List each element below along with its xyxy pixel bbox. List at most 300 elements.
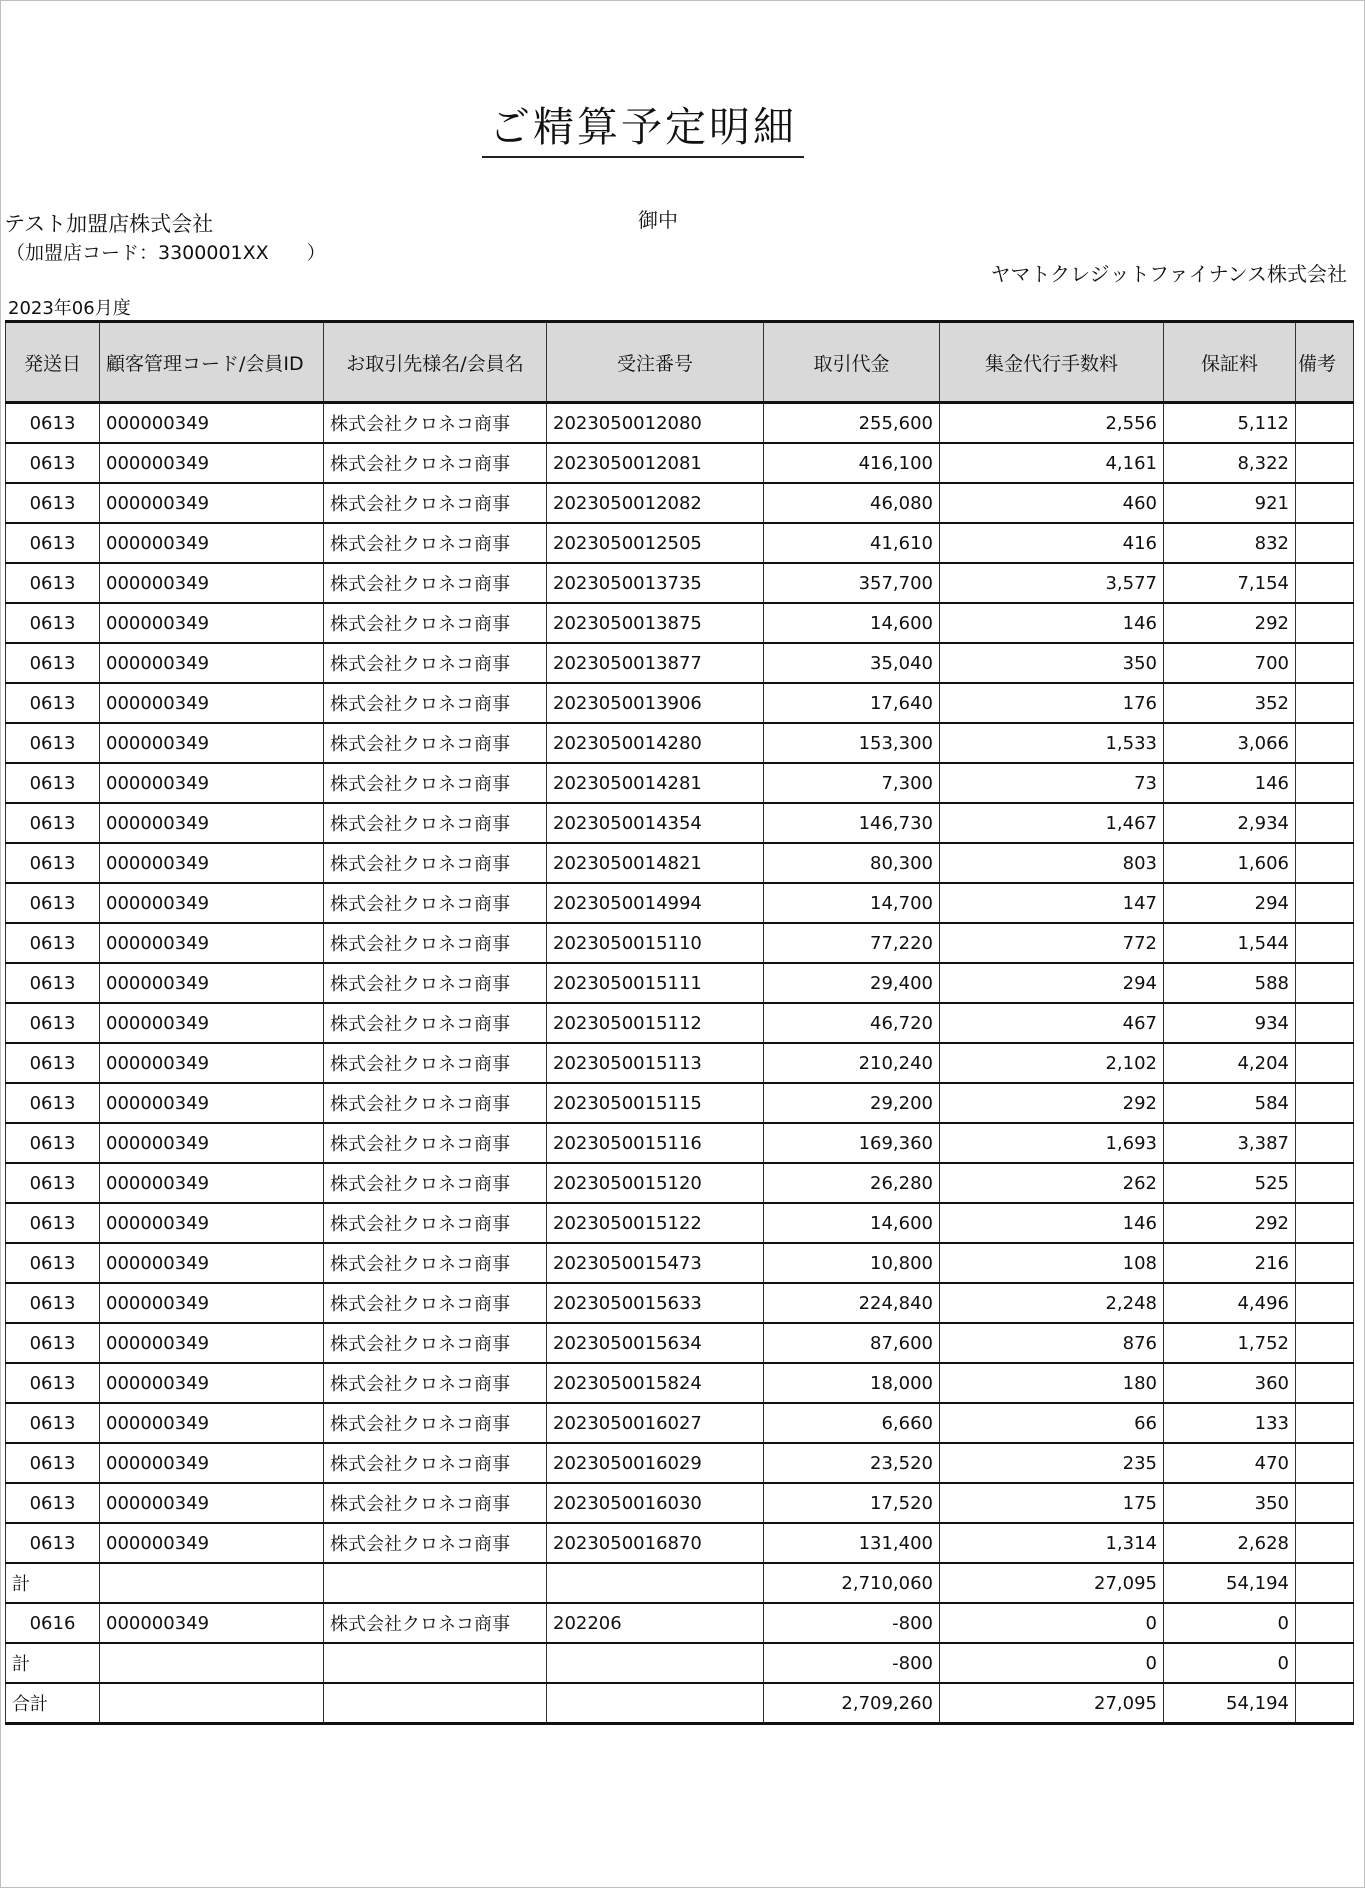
fee-cell: 294	[940, 963, 1164, 1003]
customer-name-cell: 株式会社クロネコ商事	[324, 1203, 547, 1243]
fee-cell: 2,248	[940, 1283, 1164, 1323]
guarantee-cell: 3,066	[1164, 723, 1296, 763]
remarks-cell	[1296, 1363, 1354, 1403]
order-number-cell: 2023050015116	[547, 1123, 764, 1163]
ship-date-cell: 0613	[6, 403, 100, 444]
customer-code-cell: 000000349	[100, 763, 324, 803]
col-guarantee: 保証料	[1164, 322, 1296, 403]
table-row	[6, 1043, 1354, 1083]
ship-date-cell: 0613	[6, 683, 100, 723]
order-number-cell: 2023050015115	[547, 1083, 764, 1123]
customer-code-cell: 000000349	[100, 843, 324, 883]
amount-cell: 131,400	[764, 1523, 940, 1563]
table-row	[6, 923, 1354, 963]
amount-cell: 23,520	[764, 1443, 940, 1483]
ship-date-cell: 0613	[6, 483, 100, 523]
customer-name-cell: 株式会社クロネコ商事	[324, 523, 547, 563]
table-row	[6, 1563, 1354, 1603]
customer-code-cell: 000000349	[100, 1363, 324, 1403]
guarantee-cell: 934	[1164, 1003, 1296, 1043]
customer-name-cell: 株式会社クロネコ商事	[324, 1403, 547, 1443]
guarantee-cell: 921	[1164, 483, 1296, 523]
customer-name-cell: 株式会社クロネコ商事	[324, 1003, 547, 1043]
remarks-cell	[1296, 1323, 1354, 1363]
customer-name-cell: 株式会社クロネコ商事	[324, 1123, 547, 1163]
remarks-cell	[1296, 683, 1354, 723]
order-number-cell: 2023050015122	[547, 1203, 764, 1243]
remarks-cell	[1296, 1523, 1354, 1563]
customer-name-cell: 株式会社クロネコ商事	[324, 563, 547, 603]
fee-cell: 180	[940, 1363, 1164, 1403]
amount-cell: 80,300	[764, 843, 940, 883]
customer-code-cell: 000000349	[100, 523, 324, 563]
customer-code-cell: 000000349	[100, 643, 324, 683]
fee-cell: 176	[940, 683, 1164, 723]
guarantee-cell: 7,154	[1164, 563, 1296, 603]
fee-cell: 146	[940, 603, 1164, 643]
remarks-cell	[1296, 643, 1354, 683]
table-row	[6, 1323, 1354, 1363]
guarantee-cell: 1,606	[1164, 843, 1296, 883]
amount-cell: 35,040	[764, 643, 940, 683]
table-row	[6, 1003, 1354, 1043]
table-row	[6, 1443, 1354, 1483]
amount-cell: 77,220	[764, 923, 940, 963]
guarantee-cell: 54,194	[1164, 1563, 1296, 1603]
customer-code-cell: 000000349	[100, 1523, 324, 1563]
table-header	[6, 322, 1354, 403]
fee-cell: 73	[940, 763, 1164, 803]
billing-period: 2023年06月度	[8, 298, 131, 319]
table-row	[6, 1523, 1354, 1563]
customer-name-cell: 株式会社クロネコ商事	[324, 443, 547, 483]
customer-code-cell: 000000349	[100, 1603, 324, 1643]
table-row	[6, 723, 1354, 763]
fee-cell: 292	[940, 1083, 1164, 1123]
guarantee-cell: 0	[1164, 1643, 1296, 1683]
guarantee-cell: 0	[1164, 1603, 1296, 1643]
amount-cell: -800	[764, 1603, 940, 1643]
ship-date-cell: 0613	[6, 1283, 100, 1323]
customer-name-cell: 株式会社クロネコ商事	[324, 1363, 547, 1403]
remarks-cell	[1296, 1163, 1354, 1203]
fee-cell: 2,556	[940, 403, 1164, 444]
fee-cell: 0	[940, 1643, 1164, 1683]
customer-name-cell: 株式会社クロネコ商事	[324, 683, 547, 723]
amount-cell: 29,200	[764, 1083, 940, 1123]
fee-cell: 1,533	[940, 723, 1164, 763]
ship-date-cell: 0613	[6, 723, 100, 763]
ship-date-cell: 0613	[6, 563, 100, 603]
table-row	[6, 1483, 1354, 1523]
guarantee-cell: 5,112	[1164, 403, 1296, 444]
table-row	[6, 1283, 1354, 1323]
guarantee-cell: 700	[1164, 643, 1296, 683]
remarks-cell	[1296, 1683, 1354, 1724]
table-row	[6, 1203, 1354, 1243]
merchant-code: （加盟店コード：3300001XX ）	[6, 242, 326, 264]
customer-name-cell: 株式会社クロネコ商事	[324, 403, 547, 444]
remarks-cell	[1296, 603, 1354, 643]
customer-name-cell: 株式会社クロネコ商事	[324, 1083, 547, 1123]
amount-cell: 18,000	[764, 1363, 940, 1403]
fee-cell: 146	[940, 1203, 1164, 1243]
amount-cell: 29,400	[764, 963, 940, 1003]
customer-code-cell: 000000349	[100, 563, 324, 603]
remarks-cell	[1296, 1083, 1354, 1123]
issuer-company: ヤマトクレジットファイナンス株式会社	[990, 262, 1347, 286]
fee-cell: 3,577	[940, 563, 1164, 603]
fee-cell: 350	[940, 643, 1164, 683]
table-row	[6, 1123, 1354, 1163]
guarantee-cell: 8,322	[1164, 443, 1296, 483]
order-number-cell: 2023050015634	[547, 1323, 764, 1363]
guarantee-cell: 292	[1164, 1203, 1296, 1243]
order-number-cell	[547, 1643, 764, 1683]
fee-cell: 108	[940, 1243, 1164, 1283]
table-row	[6, 1363, 1354, 1403]
customer-code-cell: 000000349	[100, 1483, 324, 1523]
ship-date-cell: 0613	[6, 1323, 100, 1363]
remarks-cell	[1296, 1123, 1354, 1163]
ship-date-cell: 0613	[6, 1443, 100, 1483]
ship-date-cell: 計	[6, 1563, 100, 1603]
customer-name-cell: 株式会社クロネコ商事	[324, 843, 547, 883]
remarks-cell	[1296, 843, 1354, 883]
customer-code-cell: 000000349	[100, 1043, 324, 1083]
customer-code-cell: 000000349	[100, 683, 324, 723]
table-row	[6, 843, 1354, 883]
remarks-cell	[1296, 723, 1354, 763]
fee-cell: 2,102	[940, 1043, 1164, 1083]
guarantee-cell: 352	[1164, 683, 1296, 723]
fee-cell: 235	[940, 1443, 1164, 1483]
guarantee-cell: 350	[1164, 1483, 1296, 1523]
customer-code-cell: 000000349	[100, 1203, 324, 1243]
customer-name-cell: 株式会社クロネコ商事	[324, 1163, 547, 1203]
amount-cell: 210,240	[764, 1043, 940, 1083]
customer-name-cell: 株式会社クロネコ商事	[324, 1483, 547, 1523]
col-ship-date: 発送日	[6, 322, 100, 403]
customer-name-cell: 株式会社クロネコ商事	[324, 483, 547, 523]
order-number-cell: 2023050013906	[547, 683, 764, 723]
fee-cell: 1,314	[940, 1523, 1164, 1563]
fee-cell: 1,693	[940, 1123, 1164, 1163]
remarks-cell	[1296, 1403, 1354, 1443]
guarantee-cell: 2,628	[1164, 1523, 1296, 1563]
order-number-cell: 2023050012505	[547, 523, 764, 563]
guarantee-cell: 360	[1164, 1363, 1296, 1403]
fee-cell: 876	[940, 1323, 1164, 1363]
amount-cell: 224,840	[764, 1283, 940, 1323]
customer-name-cell: 株式会社クロネコ商事	[324, 923, 547, 963]
ship-date-cell: 0613	[6, 923, 100, 963]
ship-date-cell: 0613	[6, 1483, 100, 1523]
table-row	[6, 1603, 1354, 1643]
order-number-cell: 2023050012082	[547, 483, 764, 523]
ship-date-cell: 0613	[6, 1523, 100, 1563]
order-number-cell: 2023050014281	[547, 763, 764, 803]
customer-name-cell: 株式会社クロネコ商事	[324, 763, 547, 803]
amount-cell: 14,700	[764, 883, 940, 923]
ship-date-cell: 0613	[6, 643, 100, 683]
ship-date-cell: 0613	[6, 1123, 100, 1163]
table-row	[6, 403, 1354, 444]
fee-cell: 175	[940, 1483, 1164, 1523]
table-row	[6, 963, 1354, 1003]
table-row	[6, 803, 1354, 843]
fee-cell: 27,095	[940, 1683, 1164, 1724]
customer-code-cell: 000000349	[100, 923, 324, 963]
order-number-cell: 2023050012080	[547, 403, 764, 444]
table-row	[6, 1243, 1354, 1283]
guarantee-cell: 216	[1164, 1243, 1296, 1283]
remarks-cell	[1296, 1203, 1354, 1243]
amount-cell: 153,300	[764, 723, 940, 763]
customer-code-cell	[100, 1643, 324, 1683]
customer-code-cell: 000000349	[100, 803, 324, 843]
remarks-cell	[1296, 1483, 1354, 1523]
amount-cell: 2,709,260	[764, 1683, 940, 1724]
guarantee-cell: 1,544	[1164, 923, 1296, 963]
amount-cell: 46,080	[764, 483, 940, 523]
amount-cell: 146,730	[764, 803, 940, 843]
order-number-cell: 2023050015112	[547, 1003, 764, 1043]
customer-name-cell: 株式会社クロネコ商事	[324, 1243, 547, 1283]
guarantee-cell: 294	[1164, 883, 1296, 923]
guarantee-cell: 588	[1164, 963, 1296, 1003]
remarks-cell	[1296, 883, 1354, 923]
customer-code-cell: 000000349	[100, 1123, 324, 1163]
amount-cell: 14,600	[764, 1203, 940, 1243]
remarks-cell	[1296, 483, 1354, 523]
order-number-cell: 202206	[547, 1603, 764, 1643]
order-number-cell: 2023050015110	[547, 923, 764, 963]
amount-cell: 7,300	[764, 763, 940, 803]
customer-code-cell: 000000349	[100, 883, 324, 923]
order-number-cell: 2023050013875	[547, 603, 764, 643]
amount-cell: 26,280	[764, 1163, 940, 1203]
ship-date-cell: 0613	[6, 1363, 100, 1403]
remarks-cell	[1296, 1603, 1354, 1643]
guarantee-cell: 54,194	[1164, 1683, 1296, 1724]
order-number-cell: 2023050012081	[547, 443, 764, 483]
remarks-cell	[1296, 1283, 1354, 1323]
amount-cell: 6,660	[764, 1403, 940, 1443]
col-customer-name: お取引先様名/会員名	[324, 322, 547, 403]
table-row	[6, 1683, 1354, 1724]
customer-code-cell: 000000349	[100, 1403, 324, 1443]
customer-code-cell	[100, 1563, 324, 1603]
col-remarks: 備考	[1296, 322, 1354, 403]
order-number-cell: 2023050013877	[547, 643, 764, 683]
order-number-cell: 2023050015824	[547, 1363, 764, 1403]
fee-cell: 27,095	[940, 1563, 1164, 1603]
order-number-cell: 2023050015120	[547, 1163, 764, 1203]
customer-code-cell: 000000349	[100, 1003, 324, 1043]
fee-cell: 66	[940, 1403, 1164, 1443]
customer-code-cell: 000000349	[100, 963, 324, 1003]
document-title: ご精算予定明細	[482, 98, 804, 158]
table-row	[6, 643, 1354, 683]
ship-date-cell: 0613	[6, 1043, 100, 1083]
ship-date-cell: 0613	[6, 443, 100, 483]
guarantee-cell: 470	[1164, 1443, 1296, 1483]
order-number-cell: 2023050016870	[547, 1523, 764, 1563]
table-row	[6, 483, 1354, 523]
remarks-cell	[1296, 1443, 1354, 1483]
ship-date-cell: 0613	[6, 1083, 100, 1123]
guarantee-cell: 525	[1164, 1163, 1296, 1203]
remarks-cell	[1296, 443, 1354, 483]
remarks-cell	[1296, 403, 1354, 444]
customer-name-cell	[324, 1563, 547, 1603]
fee-cell: 803	[940, 843, 1164, 883]
ship-date-cell: 0613	[6, 1203, 100, 1243]
amount-cell: 17,520	[764, 1483, 940, 1523]
order-number-cell: 2023050016029	[547, 1443, 764, 1483]
table-row	[6, 1163, 1354, 1203]
customer-code-cell: 000000349	[100, 1243, 324, 1283]
amount-cell: 17,640	[764, 683, 940, 723]
remarks-cell	[1296, 763, 1354, 803]
table-row	[6, 563, 1354, 603]
order-number-cell: 2023050016030	[547, 1483, 764, 1523]
customer-code-cell: 000000349	[100, 603, 324, 643]
customer-name-cell: 株式会社クロネコ商事	[324, 723, 547, 763]
remarks-cell	[1296, 923, 1354, 963]
fee-cell: 0	[940, 1603, 1164, 1643]
customer-name-cell: 株式会社クロネコ商事	[324, 883, 547, 923]
order-number-cell: 2023050014821	[547, 843, 764, 883]
remarks-cell	[1296, 1243, 1354, 1283]
guarantee-cell: 146	[1164, 763, 1296, 803]
remarks-cell	[1296, 563, 1354, 603]
col-fee: 集金代行手数料	[940, 322, 1164, 403]
remarks-cell	[1296, 1643, 1354, 1683]
table-row	[6, 683, 1354, 723]
amount-cell: 10,800	[764, 1243, 940, 1283]
customer-name-cell: 株式会社クロネコ商事	[324, 1043, 547, 1083]
order-number-cell: 2023050015473	[547, 1243, 764, 1283]
guarantee-cell: 4,204	[1164, 1043, 1296, 1083]
fee-cell: 4,161	[940, 443, 1164, 483]
remarks-cell	[1296, 803, 1354, 843]
customer-name-cell	[324, 1683, 547, 1724]
customer-name-cell: 株式会社クロネコ商事	[324, 1323, 547, 1363]
customer-code-cell: 000000349	[100, 1323, 324, 1363]
amount-cell: 14,600	[764, 603, 940, 643]
table-row	[6, 763, 1354, 803]
customer-name-cell: 株式会社クロネコ商事	[324, 1603, 547, 1643]
merchant-name: テスト加盟店株式会社	[4, 212, 214, 236]
amount-cell: 46,720	[764, 1003, 940, 1043]
amount-cell: 41,610	[764, 523, 940, 563]
customer-name-cell: 株式会社クロネコ商事	[324, 1283, 547, 1323]
ship-date-cell: 0616	[6, 1603, 100, 1643]
amount-cell: 255,600	[764, 403, 940, 444]
guarantee-cell: 133	[1164, 1403, 1296, 1443]
remarks-cell	[1296, 1043, 1354, 1083]
table-row	[6, 603, 1354, 643]
customer-code-cell	[100, 1683, 324, 1724]
order-number-cell	[547, 1563, 764, 1603]
amount-cell: 357,700	[764, 563, 940, 603]
fee-cell: 467	[940, 1003, 1164, 1043]
guarantee-cell: 2,934	[1164, 803, 1296, 843]
guarantee-cell: 584	[1164, 1083, 1296, 1123]
amount-cell: 87,600	[764, 1323, 940, 1363]
ship-date-cell: 0613	[6, 1163, 100, 1203]
guarantee-cell: 292	[1164, 603, 1296, 643]
table-row	[6, 1083, 1354, 1123]
customer-name-cell: 株式会社クロネコ商事	[324, 1523, 547, 1563]
customer-code-cell: 000000349	[100, 483, 324, 523]
ship-date-cell: 計	[6, 1643, 100, 1683]
col-amount: 取引代金	[764, 322, 940, 403]
customer-code-cell: 000000349	[100, 1443, 324, 1483]
remarks-cell	[1296, 1563, 1354, 1603]
table-row	[6, 523, 1354, 563]
order-number-cell	[547, 1683, 764, 1724]
ship-date-cell: 0613	[6, 883, 100, 923]
fee-cell: 416	[940, 523, 1164, 563]
customer-name-cell: 株式会社クロネコ商事	[324, 1443, 547, 1483]
guarantee-cell: 1,752	[1164, 1323, 1296, 1363]
ship-date-cell: 0613	[6, 1243, 100, 1283]
amount-cell: -800	[764, 1643, 940, 1683]
customer-code-cell: 000000349	[100, 1163, 324, 1203]
table-row	[6, 1403, 1354, 1443]
amount-cell: 416,100	[764, 443, 940, 483]
ship-date-cell: 合計	[6, 1683, 100, 1724]
fee-cell: 147	[940, 883, 1164, 923]
ship-date-cell: 0613	[6, 763, 100, 803]
table-row	[6, 883, 1354, 923]
ship-date-cell: 0613	[6, 843, 100, 883]
col-customer-code: 顧客管理コード/会員ID	[100, 322, 324, 403]
customer-code-cell: 000000349	[100, 723, 324, 763]
order-number-cell: 2023050014280	[547, 723, 764, 763]
customer-name-cell: 株式会社クロネコ商事	[324, 803, 547, 843]
table-row	[6, 443, 1354, 483]
customer-name-cell: 株式会社クロネコ商事	[324, 963, 547, 1003]
settlement-table	[5, 320, 1354, 1725]
customer-name-cell: 株式会社クロネコ商事	[324, 643, 547, 683]
honorific: 御中	[638, 208, 678, 232]
ship-date-cell: 0613	[6, 603, 100, 643]
fee-cell: 262	[940, 1163, 1164, 1203]
col-order-number: 受注番号	[547, 322, 764, 403]
ship-date-cell: 0613	[6, 1403, 100, 1443]
order-number-cell: 2023050013735	[547, 563, 764, 603]
fee-cell: 772	[940, 923, 1164, 963]
remarks-cell	[1296, 963, 1354, 1003]
customer-code-cell: 000000349	[100, 1083, 324, 1123]
ship-date-cell: 0613	[6, 1003, 100, 1043]
fee-cell: 460	[940, 483, 1164, 523]
order-number-cell: 2023050016027	[547, 1403, 764, 1443]
customer-code-cell: 000000349	[100, 443, 324, 483]
remarks-cell	[1296, 523, 1354, 563]
ship-date-cell: 0613	[6, 803, 100, 843]
fee-cell: 1,467	[940, 803, 1164, 843]
guarantee-cell: 832	[1164, 523, 1296, 563]
order-number-cell: 2023050015111	[547, 963, 764, 1003]
amount-cell: 2,710,060	[764, 1563, 940, 1603]
remarks-cell	[1296, 1003, 1354, 1043]
order-number-cell: 2023050015113	[547, 1043, 764, 1083]
